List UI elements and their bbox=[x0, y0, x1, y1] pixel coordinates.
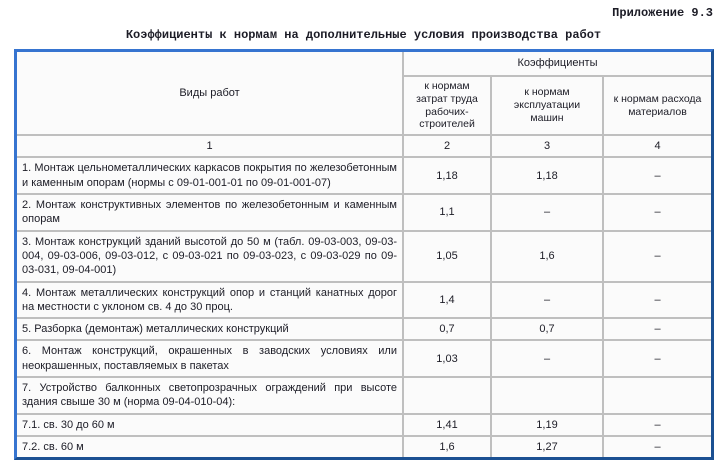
machine-coefficient-cell: – bbox=[492, 283, 604, 320]
page-title: Коэффициенты к нормам на дополнительные условия производства работ bbox=[125, 28, 602, 42]
labor-coefficient-cell: 1,6 bbox=[404, 437, 492, 457]
table-row bbox=[17, 195, 711, 232]
work-types-header: Виды работ bbox=[17, 52, 404, 136]
materials-coefficient-cell: – bbox=[604, 341, 711, 378]
coefficients-table bbox=[17, 52, 711, 457]
work-type-cell: 5. Разборка (демонтаж) металлических конструкций bbox=[17, 319, 404, 341]
work-type-cell: 1. Монтаж цельнометаллических каркасов покрытия по железобетонным и каменным опорам (нормы с 09-01-001-01 по 09-01-001-07) bbox=[17, 158, 404, 195]
materials-coefficient-cell: – bbox=[604, 232, 711, 283]
column-number-1: 1 bbox=[17, 136, 404, 158]
table-row bbox=[17, 378, 711, 415]
materials-norms-header: к нормам расхода материалов bbox=[604, 77, 711, 136]
labor-coefficient-cell: 0,7 bbox=[404, 319, 492, 341]
materials-coefficient-cell: – bbox=[604, 319, 711, 341]
work-type-cell: 3. Монтаж конструкций зданий высотой до 50 м (табл. 09-03-003, 09-03-004, 09-03-006, 09-03-012, с 09-03-021 по 09-03-023, с 09-03-029 по 09-03-031, 09-04-001) bbox=[17, 232, 404, 283]
table-row bbox=[17, 232, 711, 283]
work-type-cell: 7.2. св. 60 м bbox=[17, 437, 404, 457]
machine-coefficient-cell: – bbox=[492, 195, 604, 232]
work-type-cell: 4. Монтаж металлических конструкций опор и станций канатных дорог на местности с уклоном св. 4 до 30 проц. bbox=[17, 283, 404, 320]
machines-norms-header: к нормам эксплуатации машин bbox=[492, 77, 604, 136]
column-number-2: 2 bbox=[404, 136, 492, 158]
materials-coefficient-cell: – bbox=[604, 158, 711, 195]
column-numbers-row bbox=[17, 136, 711, 158]
table-row bbox=[17, 319, 711, 341]
table-row bbox=[17, 437, 711, 457]
table-row bbox=[17, 283, 711, 320]
machine-coefficient-cell bbox=[492, 378, 604, 415]
labor-coefficient-cell: 1,05 bbox=[404, 232, 492, 283]
labor-norms-header: к нормам затрат труда рабочих-строителей bbox=[404, 77, 492, 136]
labor-coefficient-cell: 1,18 bbox=[404, 158, 492, 195]
machine-coefficient-cell: 1,19 bbox=[492, 415, 604, 437]
annex-label: Приложение 9.3 bbox=[612, 6, 713, 20]
labor-coefficient-cell: 1,1 bbox=[404, 195, 492, 232]
machine-coefficient-cell: 1,6 bbox=[492, 232, 604, 283]
table-row bbox=[17, 341, 711, 378]
work-type-cell: 6. Монтаж конструкций, окрашенных в заводских условиях или неокрашенных, поставляемых в пакетах bbox=[17, 341, 404, 378]
machine-coefficient-cell: – bbox=[492, 341, 604, 378]
labor-coefficient-cell: 1,41 bbox=[404, 415, 492, 437]
work-type-cell: 7.1. св. 30 до 60 м bbox=[17, 415, 404, 437]
materials-coefficient-cell: – bbox=[604, 195, 711, 232]
materials-coefficient-cell: – bbox=[604, 283, 711, 320]
table-row bbox=[17, 158, 711, 195]
work-type-cell: 7. Устройство балконных светопрозрачных ограждений при высоте здания свыше 30 м (норма 09-04-010-04): bbox=[17, 378, 404, 415]
coefficients-table-frame bbox=[14, 49, 714, 460]
labor-coefficient-cell bbox=[404, 378, 492, 415]
materials-coefficient-cell: – bbox=[604, 437, 711, 457]
column-number-3: 3 bbox=[492, 136, 604, 158]
table-header-group-row bbox=[17, 52, 711, 77]
table-row bbox=[17, 415, 711, 437]
labor-coefficient-cell: 1,03 bbox=[404, 341, 492, 378]
work-type-cell: 2. Монтаж конструктивных элементов по железобетонным и каменным опорам bbox=[17, 195, 404, 232]
materials-coefficient-cell bbox=[604, 378, 711, 415]
machine-coefficient-cell: 1,27 bbox=[492, 437, 604, 457]
column-number-4: 4 bbox=[604, 136, 711, 158]
materials-coefficient-cell: – bbox=[604, 415, 711, 437]
machine-coefficient-cell: 1,18 bbox=[492, 158, 604, 195]
machine-coefficient-cell: 0,7 bbox=[492, 319, 604, 341]
labor-coefficient-cell: 1,4 bbox=[404, 283, 492, 320]
coefficients-group-header: Коэффициенты bbox=[404, 52, 711, 77]
